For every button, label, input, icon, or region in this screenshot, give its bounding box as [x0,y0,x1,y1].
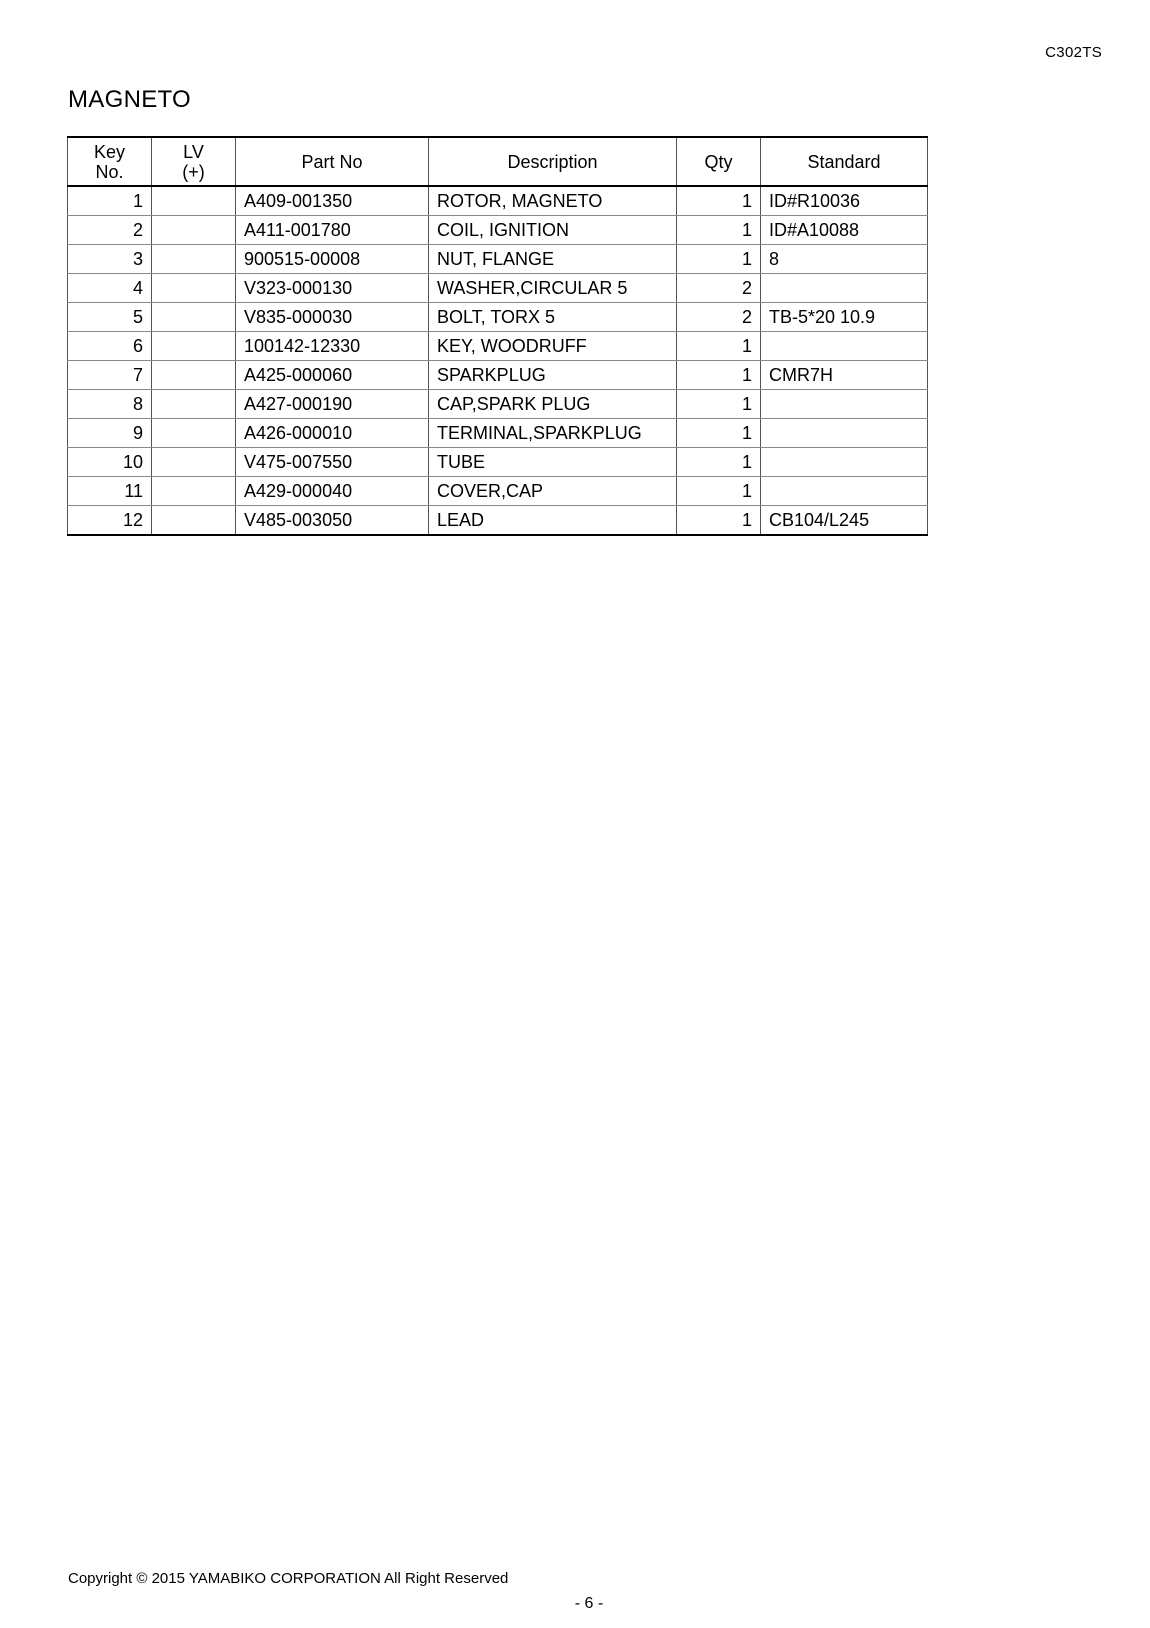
cell-part-no: A411-001780 [236,216,429,245]
cell-key-no: 4 [68,274,152,303]
cell-standard: ID#R10036 [761,186,928,216]
cell-standard: ID#A10088 [761,216,928,245]
cell-part-no: V835-000030 [236,303,429,332]
table-row [68,332,928,361]
col-header-key-line2: No. [95,161,124,182]
cell-description: LEAD [429,506,677,536]
table-row [68,274,928,303]
cell-part-no: 100142-12330 [236,332,429,361]
table-row [68,245,928,274]
cell-description: COIL, IGNITION [429,216,677,245]
cell-lv [152,477,236,506]
col-header-part-no: Part No [236,137,429,186]
cell-lv [152,303,236,332]
cell-lv [152,361,236,390]
col-header-key-no [68,137,152,186]
cell-lv [152,506,236,536]
cell-part-no: V475-007550 [236,448,429,477]
cell-part-no: A425-000060 [236,361,429,390]
cell-key-no: 9 [68,419,152,448]
cell-qty: 1 [677,477,761,506]
cell-key-no: 2 [68,216,152,245]
cell-standard [761,477,928,506]
table-row [68,216,928,245]
cell-qty: 1 [677,448,761,477]
cell-part-no: A426-000010 [236,419,429,448]
table-row [68,186,928,216]
cell-lv [152,419,236,448]
cell-qty: 1 [677,245,761,274]
cell-qty: 1 [677,216,761,245]
parts-table-body [68,186,928,535]
cell-part-no: 900515-00008 [236,245,429,274]
cell-qty: 2 [677,303,761,332]
cell-description: WASHER,CIRCULAR 5 [429,274,677,303]
cell-standard: CMR7H [761,361,928,390]
page-number: - 6 - [574,1595,604,1612]
col-header-key-line1: Key [93,141,126,162]
cell-key-no: 8 [68,390,152,419]
cell-standard: CB104/L245 [761,506,928,536]
parts-table-header [68,137,928,186]
cell-key-no: 6 [68,332,152,361]
table-row [68,506,928,536]
cell-description: KEY, WOODRUFF [429,332,677,361]
cell-lv [152,245,236,274]
table-row [68,477,928,506]
cell-key-no: 7 [68,361,152,390]
cell-key-no: 11 [68,477,152,506]
cell-lv [152,186,236,216]
cell-part-no: V485-003050 [236,506,429,536]
table-row [68,390,928,419]
cell-standard [761,332,928,361]
table-row [68,303,928,332]
col-header-lv [152,137,236,186]
cell-qty: 1 [677,186,761,216]
cell-part-no: A427-000190 [236,390,429,419]
parts-table [67,136,928,536]
cell-key-no: 10 [68,448,152,477]
col-header-qty: Qty [677,137,761,186]
model-code: C302TS [1045,44,1102,61]
table-row [68,361,928,390]
cell-description: TUBE [429,448,677,477]
copyright-notice: Copyright © 2015 YAMABIKO CORPORATION All Right Reserved [68,1570,509,1587]
cell-qty: 1 [677,361,761,390]
cell-qty: 1 [677,390,761,419]
cell-standard [761,274,928,303]
cell-part-no: A429-000040 [236,477,429,506]
table-row [68,448,928,477]
cell-key-no: 12 [68,506,152,536]
header-row [68,137,928,186]
cell-standard [761,419,928,448]
cell-description: TERMINAL,SPARKPLUG [429,419,677,448]
cell-key-no: 5 [68,303,152,332]
cell-description: NUT, FLANGE [429,245,677,274]
cell-qty: 1 [677,332,761,361]
cell-lv [152,390,236,419]
col-header-description: Description [429,137,677,186]
col-header-lv-line2: (+) [182,161,205,182]
table-row [68,419,928,448]
cell-description: SPARKPLUG [429,361,677,390]
cell-standard [761,390,928,419]
cell-lv [152,332,236,361]
cell-lv [152,448,236,477]
cell-part-no: V323-000130 [236,274,429,303]
cell-standard: 8 [761,245,928,274]
cell-key-no: 1 [68,186,152,216]
section-title: MAGNETO [68,86,192,113]
cell-standard: TB-5*20 10.9 [761,303,928,332]
cell-lv [152,274,236,303]
cell-standard [761,448,928,477]
cell-qty: 1 [677,419,761,448]
cell-description: CAP,SPARK PLUG [429,390,677,419]
cell-description: ROTOR, MAGNETO [429,186,677,216]
col-header-standard: Standard [761,137,928,186]
cell-lv [152,216,236,245]
cell-key-no: 3 [68,245,152,274]
cell-part-no: A409-001350 [236,186,429,216]
cell-qty: 2 [677,274,761,303]
col-header-lv-line1: LV [183,141,204,162]
cell-qty: 1 [677,506,761,536]
cell-description: BOLT, TORX 5 [429,303,677,332]
cell-description: COVER,CAP [429,477,677,506]
